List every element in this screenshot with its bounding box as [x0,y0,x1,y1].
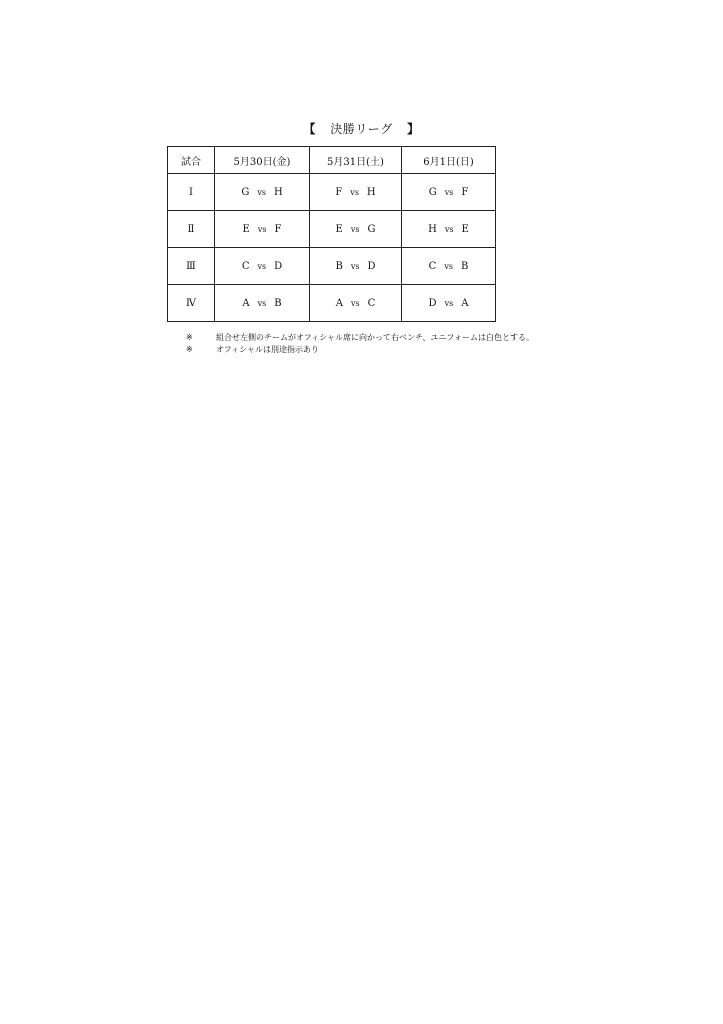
team-left: A [335,297,343,309]
team-right: D [274,260,283,272]
game-cell [402,174,496,211]
team-right: B [460,260,469,272]
header-day-2: 5月31日(土) [310,147,402,174]
vs-label: vs [257,187,266,197]
table-row [168,174,496,211]
team-left: C [428,260,437,272]
page-title [0,120,723,137]
match-number: Ⅰ [168,174,215,211]
match-number: Ⅳ [168,285,215,322]
vs-label: vs [444,224,454,234]
vs-label: vs [444,298,454,308]
vs-label: vs [257,298,267,308]
team-right: A [461,297,469,309]
team-right: D [367,260,376,272]
notes [186,332,534,356]
game-cell [310,248,402,285]
vs-label: vs [444,261,453,271]
team-left: F [335,186,343,198]
game-cell [310,285,402,322]
vs-label: vs [257,261,267,271]
vs-label: vs [257,224,267,234]
team-left: G [241,186,250,198]
game-cell [402,211,496,248]
team-left: C [241,260,250,272]
vs-label: vs [350,261,360,271]
team-right: H [366,186,376,198]
team-left: E [335,223,343,235]
game-cell [215,285,310,322]
team-left: E [242,223,250,235]
note-text: 組合せ左側のチームがオフィシャル席に向かって右ベンチ、ユニフォームは白色とする。 [216,333,534,342]
team-right: B [274,297,282,309]
team-right: F [461,186,469,198]
table-header-row [168,147,496,174]
game-cell [402,285,496,322]
match-number: Ⅱ [168,211,215,248]
note-text: オフィシャルは別途指示あり [216,345,319,354]
game-cell [310,211,402,248]
game-cell [215,174,310,211]
team-right: E [461,223,469,235]
note-item [186,332,534,344]
team-right: C [367,297,376,309]
title-open-bracket: 【 [303,122,316,136]
vs-label: vs [350,224,360,234]
match-number: Ⅲ [168,248,215,285]
table-row [168,211,496,248]
vs-label: vs [350,187,359,197]
team-left: B [335,260,343,272]
note-mark: ※ [186,333,193,342]
team-right: G [367,223,376,235]
game-cell [215,211,310,248]
note-item [186,344,534,356]
table-row [168,248,496,285]
table-row [168,285,496,322]
team-right: H [273,186,283,198]
header-day-1: 5月30日(金) [215,147,310,174]
header-day-3: 6月1日(日) [402,147,496,174]
schedule-table [167,146,496,322]
title-text: 決勝リーグ [330,122,393,136]
game-cell [215,248,310,285]
game-cell [310,174,402,211]
note-mark: ※ [186,345,193,354]
title-close-bracket: 】 [407,122,420,136]
team-left: H [428,223,437,235]
team-left: A [242,297,250,309]
game-cell [402,248,496,285]
vs-label: vs [350,298,360,308]
team-left: G [428,186,437,198]
team-right: F [274,223,282,235]
header-match: 試合 [168,147,215,174]
vs-label: vs [444,187,454,197]
team-left: D [428,297,437,309]
